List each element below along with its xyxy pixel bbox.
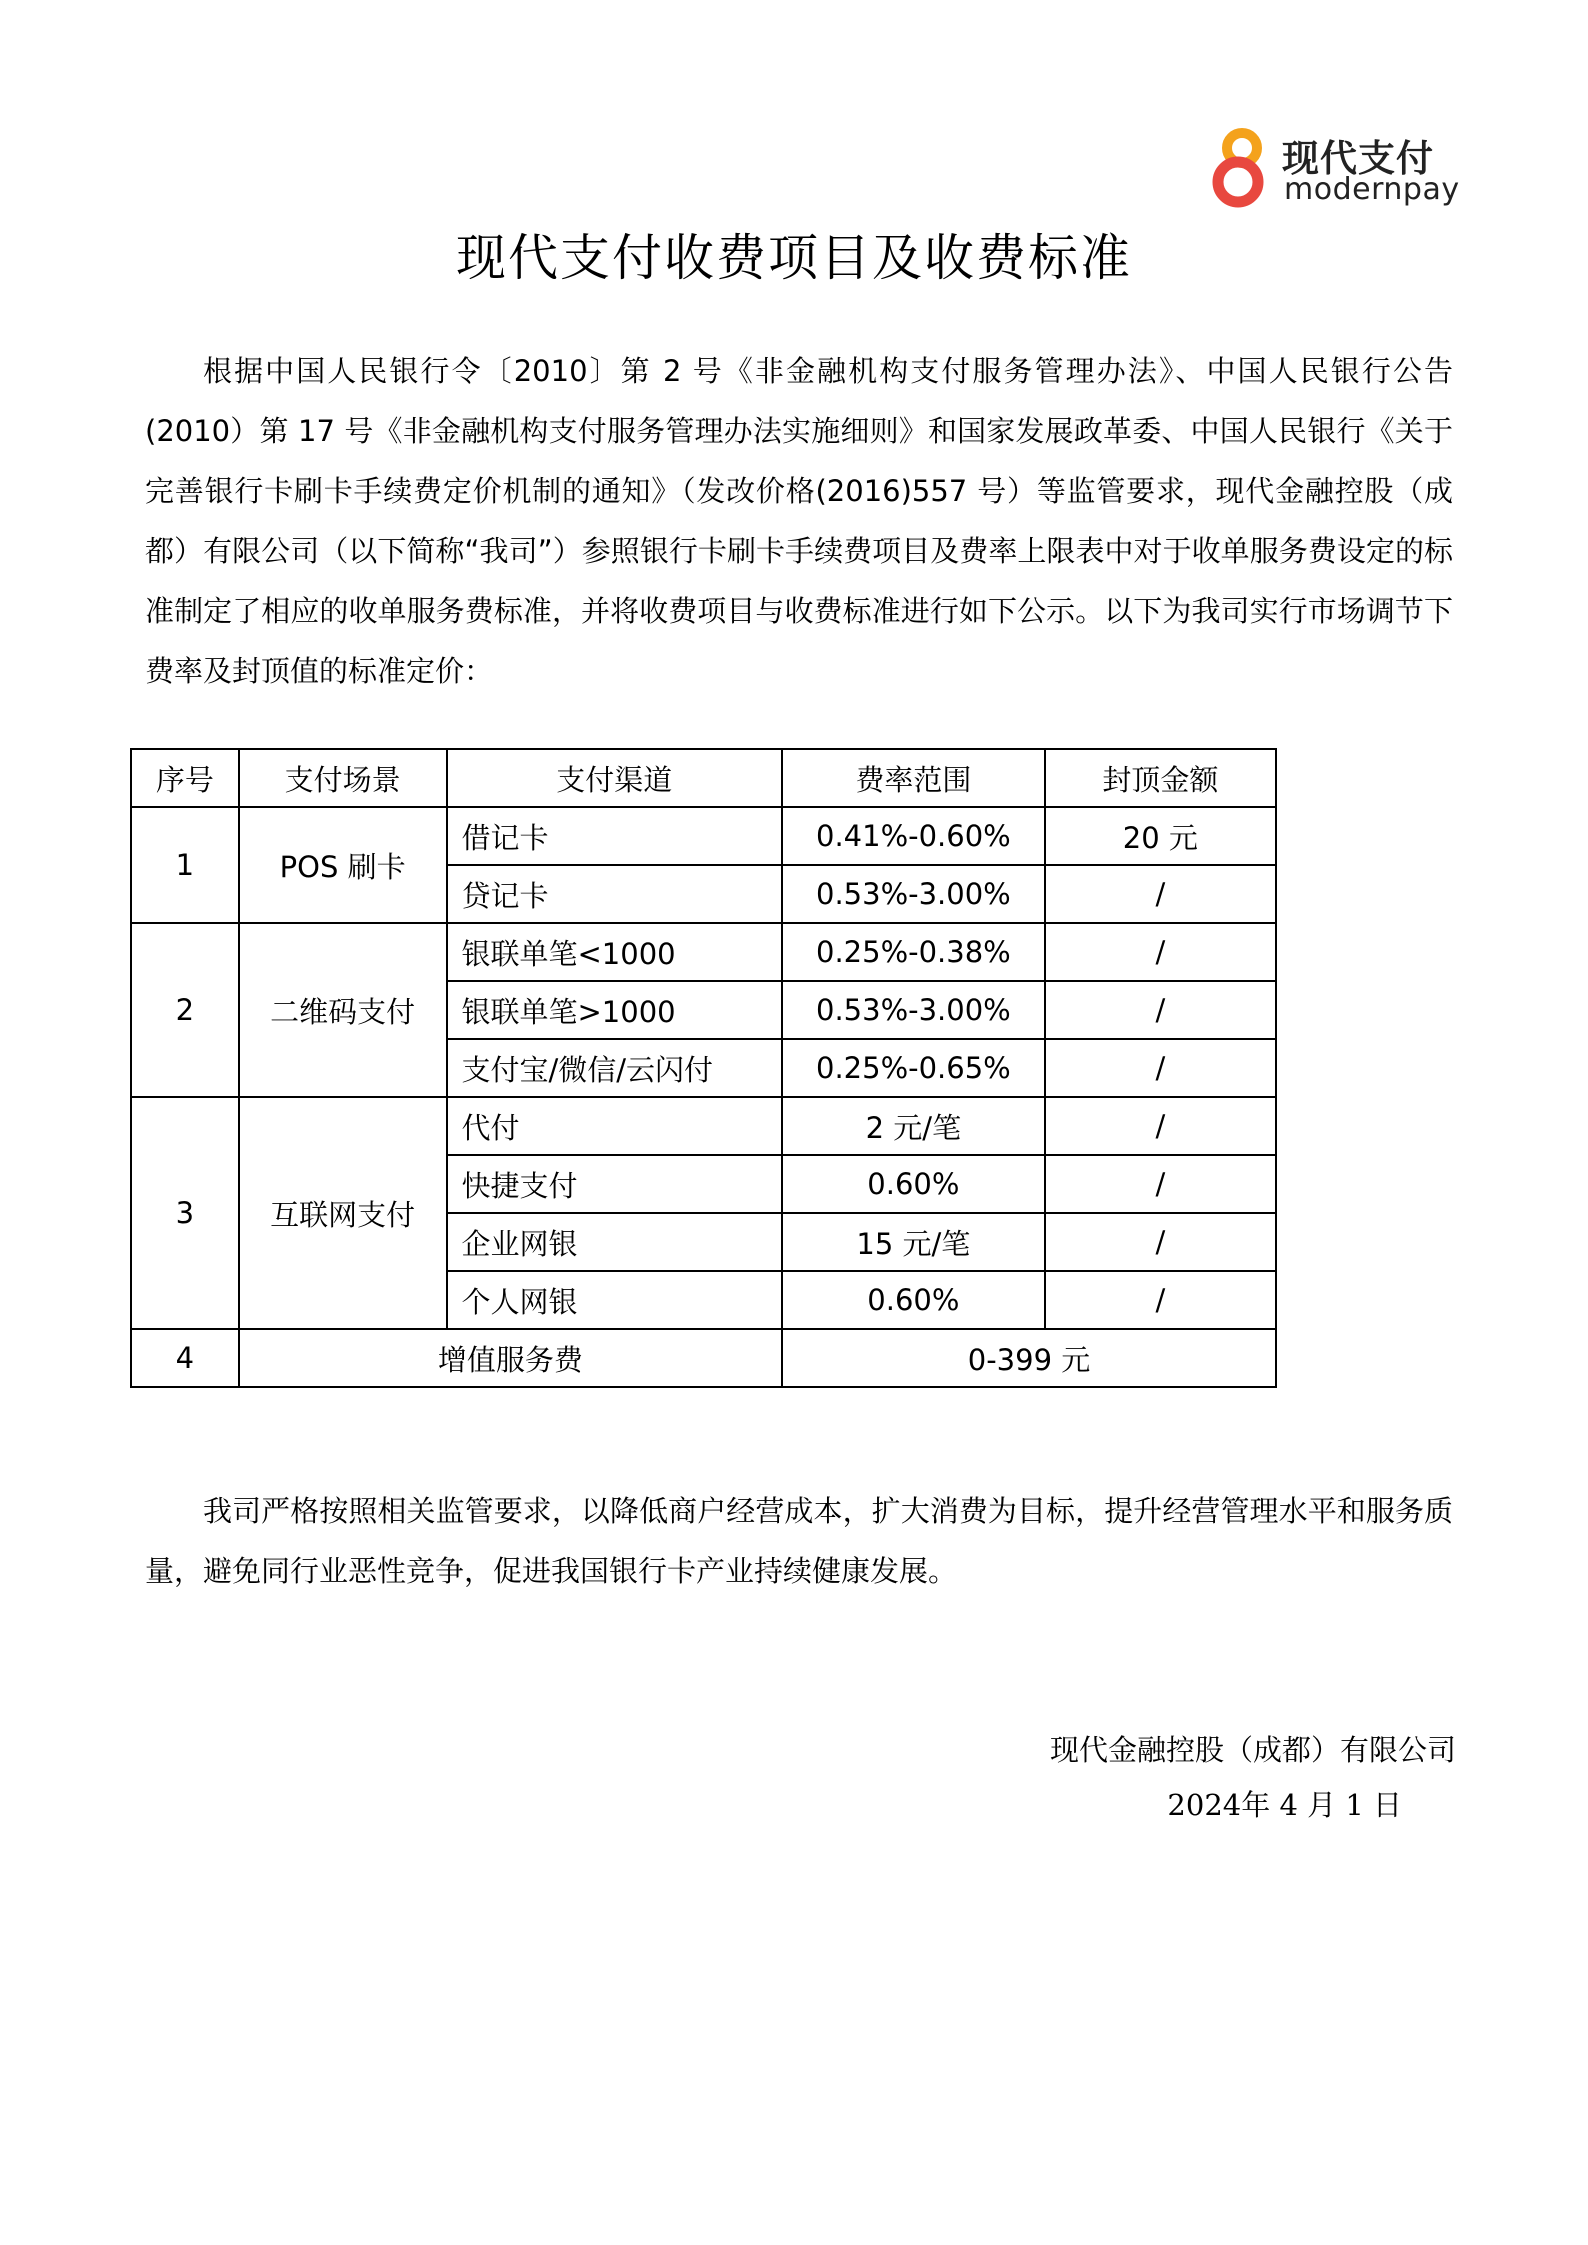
row-value-added-label: 增值服务费 <box>239 1329 782 1387</box>
row-cap: / <box>1045 1039 1276 1097</box>
signature-company: 现代金融控股（成都）有限公司 <box>1049 1733 1456 1767</box>
row-channel: 企业网银 <box>447 1213 783 1271</box>
row-channel: 银联单笔>1000 <box>447 981 783 1039</box>
row-rate: 0.53%-3.00% <box>782 981 1045 1039</box>
closing-paragraph: 我司严格按照相关监管要求，以降低商户经营成本，扩大消费为目标，提升经营管理水平和服务质量，避免同行业恶性竞争，促进我国银行卡产业持续健康发展。 <box>145 1494 1453 1588</box>
row-no: 4 <box>131 1329 239 1387</box>
row-channel: 支付宝/微信/云闪付 <box>447 1039 783 1097</box>
modernpay-logo-icon <box>1208 122 1274 212</box>
row-rate: 0.41%-0.60% <box>782 807 1045 865</box>
row-rate: 0.60% <box>782 1155 1045 1213</box>
header-rate: 费率范围 <box>782 749 1045 807</box>
row-cap: / <box>1045 981 1276 1039</box>
row-cap: / <box>1045 1097 1276 1155</box>
intro-paragraph: 根据中国人民银行令〔2010〕第 2 号《非金融机构支付服务管理办法》、中国人民银行公告(2010）第 17 号《非金融机构支付服务管理办法实施细则》和国家发展政革委、中国人民银行《关于完善银行卡刷卡手续费定价机制的通知》（发改价格(2016)557 号）等监管要求，现代金融控股（成都）有限公司（以下简称“我司”）参照银行卡刷卡手续费项目及费率上限表中对于收单服务费设定的标准制定了相应的收单服务费标准，并将收费项目与收费标准进行如下公示。以下为我司实行市场调节下费率及封顶值的标准定价： <box>145 354 1453 688</box>
header-scene: 支付场景 <box>239 749 447 807</box>
header-cap: 封顶金额 <box>1045 749 1276 807</box>
row-rate: 0.25%-0.38% <box>782 923 1045 981</box>
logo-name-en: modernpay <box>1284 172 1460 207</box>
row-cap: / <box>1045 1271 1276 1329</box>
row-channel: 贷记卡 <box>447 865 783 923</box>
company-logo <box>1208 122 1458 212</box>
row-rate: 0.60% <box>782 1271 1045 1329</box>
document-title: 现代支付收费项目及收费标准 <box>456 229 1132 287</box>
header-no: 序号 <box>131 749 239 807</box>
row-no: 3 <box>131 1097 239 1329</box>
logo-name-cn: 现代支付 <box>1282 137 1434 180</box>
row-channel: 银联单笔<1000 <box>447 923 783 981</box>
row-value-added-value: 0-399 元 <box>782 1329 1276 1387</box>
row-scene: 互联网支付 <box>239 1097 447 1329</box>
row-no: 2 <box>131 923 239 1097</box>
row-channel: 快捷支付 <box>447 1155 783 1213</box>
header-channel: 支付渠道 <box>447 749 783 807</box>
row-channel: 个人网银 <box>447 1271 783 1329</box>
row-scene: 二维码支付 <box>239 923 447 1097</box>
row-rate: 2 元/笔 <box>782 1097 1045 1155</box>
row-channel: 借记卡 <box>447 807 783 865</box>
signature-date: 2024年 4 月 1 日 <box>1167 1788 1402 1822</box>
row-cap: / <box>1045 1155 1276 1213</box>
table-row <box>131 923 1276 981</box>
table-row <box>131 807 1276 865</box>
row-rate: 15 元/笔 <box>782 1213 1045 1271</box>
fee-table <box>130 748 1277 1388</box>
row-rate: 0.53%-3.00% <box>782 865 1045 923</box>
table-row <box>131 1097 1276 1155</box>
row-cap: / <box>1045 1213 1276 1271</box>
row-cap: / <box>1045 865 1276 923</box>
row-scene: POS 刷卡 <box>239 807 447 923</box>
row-rate: 0.25%-0.65% <box>782 1039 1045 1097</box>
table-header-row <box>131 749 1276 807</box>
row-cap: / <box>1045 923 1276 981</box>
table-row <box>131 1329 1276 1387</box>
row-channel: 代付 <box>447 1097 783 1155</box>
row-no: 1 <box>131 807 239 923</box>
row-cap: 20 元 <box>1045 807 1276 865</box>
